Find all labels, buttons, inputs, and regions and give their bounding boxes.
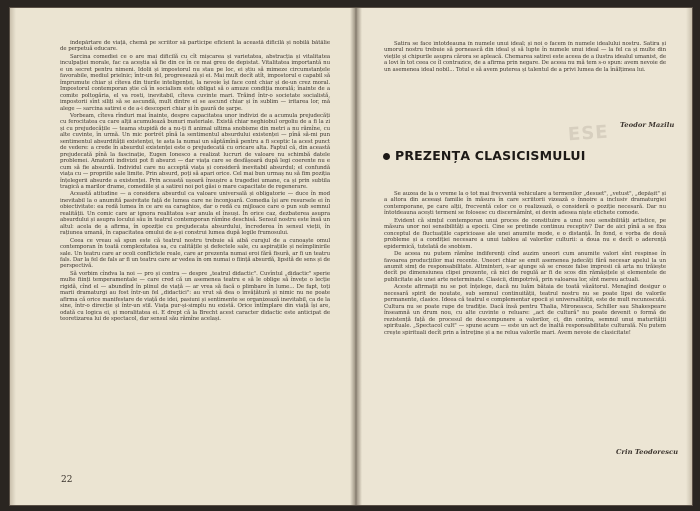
right-page-body [384, 191, 666, 441]
bullet-icon [383, 153, 390, 160]
book-spread [10, 8, 692, 505]
ghost-text: ESE [567, 121, 610, 146]
right-paragraph: De aceea nu putem rămîne indiferenți cînd auzim uneori cum anumite valori sînt respinse în favoarea producțiilor mai recente. Uneori chiar se emit asemenea judecăți fără necesar apelul la un anumit simț de responsabilitate. Altminteri, s-ar ajunge să se creeze false impresii că arta nu trăiește decît pe dimensiunea clipei prezente, că nici de regulă ar fi de scos din rămășițele și elementele de publicitate ale unei arte neterminate. Clasicii, dimpotrivă, prin valoarea lor, sînt mereu actuali. [384, 251, 666, 283]
left-page-body [60, 40, 330, 470]
left-paragraph: Această atitudine — a considera absurdul ca valoare universală și obligatorie — duce în mod inevitabil la o anumită pasivitate față de lumea care ne înconjoară. Comedia își are resursele ei în obiectivitate: ea redă lumea în ce are ea caraghios, dar o redă cu mijloace care o pun sub semnul realității. Un comic care ar ignora realitatea s-ar anula el însuși. În orice caz, dezbaterea asupra absurdului și asupra locului său în teatrul contemporan rămîne deschisă. Sensul nostru este însă un altul: acela de a afirma, în opoziție cu prejudecata absurdului, încrederea în sensul vieții, în rațiunea umană, în capacitatea omului de a-și construi lumea după legile frumosului. [60, 191, 330, 237]
author-signature: Teodor Mazilu [620, 121, 675, 129]
satire-paragraph [384, 41, 666, 106]
section-title: PREZENȚA CLASICISMULUI [395, 148, 586, 163]
section-heading [383, 142, 683, 172]
book-gutter [350, 8, 362, 505]
left-paragraph: Să vorbim cîndva la noi — pro și contra — despre „teatrul didactic". Cuvîntul „didactic" sperie multe ființi temperamentale — care cred că un asemenea teatru e să le oblige să învețe o lecție rigidă, cînd el — abundînd în plinul de viață — ar vrea să facă o plimbare în lume... De fapt, toți marii dramaturgi au fost într-un fel „didactici": au vrut să dea o învățătură și nimic nu ne poate afirma că orice manifestare de viață de idei, pasiuni și sentimente se organizează inevitabil, ca de la sine, într-o direcție și într-un stil. Viața pur-și-simplu nu există. Orice întîmplare din viață își are, odată cu logica ei, și moralitatea ei. E drept că la Brecht acest caracter didactic este anticipat de teoretizarea lui de spectacol, dar sensul său rămîne același. [60, 270, 330, 323]
left-paragraph: îndepărtare de viață, chemă pe scriitor să participe eficient la această dificilă și nobilă bătălie de perpetuă educare. [60, 40, 330, 53]
right-page-edge [686, 8, 692, 505]
author-signature: Crin Teodorescu [616, 448, 679, 456]
right-paragraph: Aceste afirmații nu se pot înțelege, dacă nu luăm bătaia de toată văzătorul. Menajînd desigur o necesară spirit de noutate, sub semnul continuității, teatrul nostru nu se poate lipsi de valorile permanente, clasice. Ideea că teatrul e complementar epocii și universalității, este de mult recunoscută. Cultura nu se poate rupe de tradiție. Dacă însă pentru Thalia, Mironeasca, Schiller sau Shakespeare înseamnă un drum nou, cu alte cuvinte o reluare: „act de cultură" nu poate devenit o formă de rezistență față de procesul de descompunere a valorilor, ci, din contra, semnul unui maturității spirituale. „Spectacol cult" — spune acum — este un act de înaltă responsabilitate culturală. Nu putem crește spirituali decît prin a întreține și a ne relua valorile mari. Avem nevoie de clasicitate! [384, 284, 666, 336]
left-page [10, 8, 354, 505]
left-page-edge [10, 8, 16, 505]
right-paragraph: Evident că simțul contemporan unui proces de constituire a unui nou sensibilități artistice, pe măsura unor noi sensibilități a epocii. Cine se pretinde continuu receptiv? Dar de aici pînă a se fixa conceptul de fluctuațiile capricioase ale unei anumite mode, e o distanță. În fond, e vorba de două probleme și a condiției necesare a unui tablou al valorilor culturii: a doua nu e decît o aderență epidermică, tutelată de snobism. [384, 217, 666, 250]
left-paragraph: Vorbeam, cîteva rînduri mai înainte, despre capacitatea unor indivizi de a acumula prejudecăți cu ferocitatea cu care alții acumulează bunuri materiale. Există chiar neghiobul orgoliu de a fi la zi și cu prejudecățile — teama stupidă de a nu-ți fi animal ultima snobisme din metri a nu rămîne, cu alte cuvinte, în urmă. Un mic portrét pînă la sentimentul absurdului existenței — pînă să-mi pun sentimentul absurdității existenței, te asta la numai un săptămînă pentru a fi sceptic la acest punct de vedere: a crede în absurdul existenței este o prejudecată cu oricare alta. Faptul că, din această prejudecată pînă la fascinație, Eugen Ionesco a realizat lucruri de valoare nu schimbă datele problemei. Amatorii indivizii pot fi absurzi — dar viața care se desfășoară după legi coerente nu e cum să fie absurdă. Individul care nu acceptă viața și consideră inevitabil absurdul; el confundă viața cu — propriile sale limite. Prin absurd, poți să apari orice. Cel mai bun urmaș nu să fim poziția înțelegerii absurde a existenței. Prin această ușoară însușire a tragediei umane, ca și prin subtila tragică a marilor drame, comediile și a satirei noi pot găsi o mare capacitate de regenerare. [60, 112, 330, 190]
left-paragraph: Sarcina comediei ce o are mai dificilă cu cît mișcarea și varietatea, abstracția și vitalitatea inculpației morale, fac ca aceștia să fie din ce în ce mai greu de depistat. Vitalitatea importantă nu e un secret pentru nimeni. Idolii și impostorul nu stau pe loc, ei știu să mimeze circumstanțele favorabile, mediul prielnic; într-un fel, progresează și ei. Mai mult decît atît, impostorul e capabil să împrumute chiar și cîteva din tiurile inteligenței, la nevoie își face cont chiar și de-un crez moral. Impostorul contemporan știe că în socialism este obligat să o amuze condiția morală; înainte de a comite poltogăria, el va rosti, inevitabil, cîteva cuvinte mari. Trăind într-o societate socialistă, impostorii sînt siliți să se ascundă, mult dintre ei se ascund chiar și în sublim — iritarea lor, mă alege — sarcina satirei e de a-i descoperi chiar și în gaură de șarpe. [60, 53, 330, 112]
right-paragraph: Se auzea de la o vreme la o tot mai frecventă vehiculare a termenilor „desuet", „vetust", „depășit" și a altora din aceeași familie în măsura în care scriitorii vizează o înnoire a inclusiv dramaturgiei contemporane, pe care alții, frecventă celor ce o realizează, o consideră o poziție necesară. Dar nu întotdeauna acești termeni se folosesc cu discernămînt, ei devin adesea niște etichete comode. [384, 191, 666, 217]
page-number: 22 [61, 475, 73, 485]
satire-text: Satira se face întotdeauna în numele unui ideal; și noi o facem în numele idealului nostru. Satira și umorul nostru trebuie să pornească din ideal și să lupte în numele unui ideal — la fel ca și multe din viețile și chipurile asupra cărora se apleacă. Chemarea satirei este aceea de a ilustra idealul umanist, de a lovi în tot ceea ce îl contrazice, de a afirma prin negare. De aceea nu mă tem s-o spun: avem nevoie de un asemenea ideal nobil... Totul e să avem puterea și talentul de a privi lumea de la înălțimea lui. [384, 41, 666, 73]
left-paragraph: Ceea ce vreau să spun este că teatrul nostru trebuie să aibă curajul de a cunoaște omul contemporan în toată complexitatea sa, cu calitățile și defectele sale, cu aspirațiile și neîmplinirile sale. Un teatru care ar ocoli conflictele reale, care ar prezenta numai eroi fără fisură, ar fi un teatru fals. Dar la fel de fals ar fi un teatru care ar vedea în om numai o ființă absurdă, lipsită de sens și de perspectivă. [60, 237, 330, 270]
right-page [358, 8, 692, 505]
